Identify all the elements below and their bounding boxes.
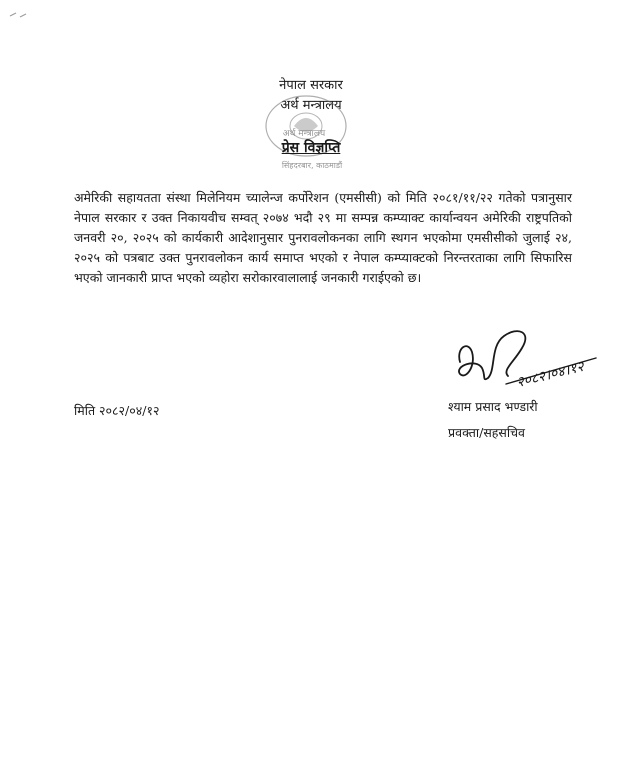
handwritten-signature <box>446 318 616 394</box>
signatory-title: प्रवक्ता/सहसचिव <box>448 425 525 440</box>
press-release-body <box>74 188 572 288</box>
release-date: मिति २०८२/०४/१२ <box>74 403 160 418</box>
ministry-name: अर्थ मन्त्रालय <box>280 98 342 113</box>
government-name: नेपाल सरकार <box>279 78 343 93</box>
stamp-text-top: अर्थ मन्त्रालय <box>282 129 326 139</box>
press-release-title: प्रेस विज्ञप्ति <box>281 140 341 156</box>
scan-mark <box>8 10 48 20</box>
signatory-name: श्याम प्रसाद भण्डारी <box>448 399 538 414</box>
signature-date: २०८२।०४।१२ <box>514 358 586 392</box>
body-paragraph: अमेरिकी सहायतता संस्था मिलेनियम च्यालेन्ज कर्पोरेशन (एमसीसी) को मिति २०८१/११/२२ गतेको पत्रानुसार नेपाल सरकार र उक्त निकायवीच सम्वत् २०७४ भदौ २९ मा सम्पन्न कम्प्याक्ट कार्यान्वयन अमेरिकी राष्ट्रपतिको जनवरी २०, २०२५ को कार्यकारी आदेशानुसार पुनरावलोकनका लागि स्थगन भएकोमा एमसीसीको जुलाई २४, २०२५ को पत्रबाट उक्त पुनरावलोकन कार्य समाप्त भएको र नेपाल कम्प्याक्टको निरन्तरताका लागि सिफारिस भएको जानकारी प्राप्त भएको व्यहोरा सरोकारवालालाई जनकारी गराईएको छ। <box>74 190 572 285</box>
stamp-text-bottom: सिंहदरबार, काठमाडौं <box>281 161 343 170</box>
